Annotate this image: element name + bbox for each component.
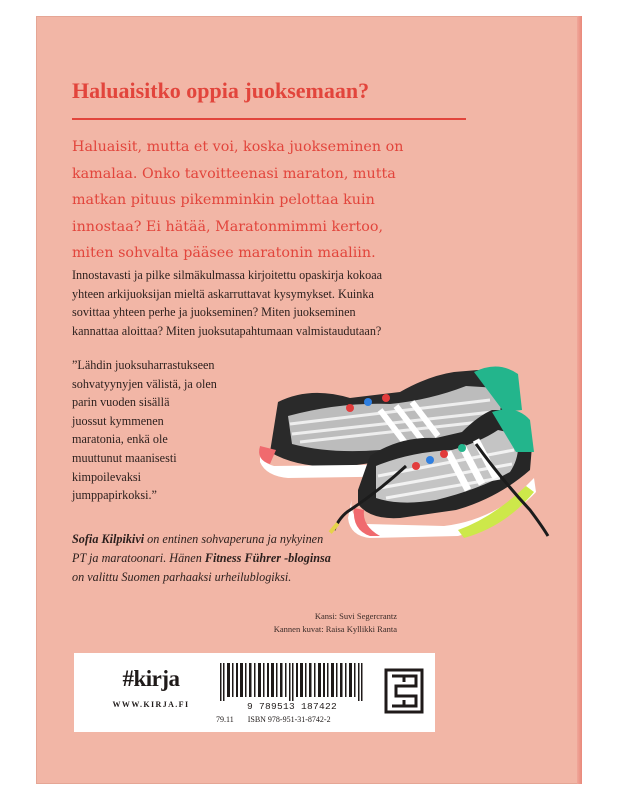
author-bio — [72, 530, 372, 587]
intro-line: innostaa? Ei hätää, Maratonmimmi kertoo, — [72, 218, 384, 235]
cover-photo-credit: Kannen kuvat: Raisa Kyllikki Ranta — [273, 624, 397, 634]
blog-name: Fitness Führer -bloginsa — [204, 551, 331, 565]
intro-paragraph — [72, 134, 472, 267]
quote-line: ”Lähdin juoksuharrastukseen — [72, 358, 215, 372]
description-line: yhteen arkijuoksijan mieltä askarruttavat kysymykset. Kuinka — [72, 286, 374, 301]
cover-design-credit: Kansi: Suvi Segercrantz — [314, 611, 397, 621]
intro-line: miten sohvalta pääsee maratonin maaliin. — [72, 245, 376, 261]
cover-heading: Haluaisitko oppia juoksemaan? — [72, 78, 370, 103]
class-code: 79.11 — [216, 715, 234, 724]
isbn-line — [216, 715, 372, 724]
description-line: Innostavasti ja pilke silmäkulmassa kirjoitettu opaskirja kokoaa — [72, 268, 383, 282]
running-shoes-photo — [230, 340, 550, 560]
barcode-digits: 9 789513 187422 — [246, 701, 337, 712]
intro-line: matkan pituus pikemminkin pelottaa kuin — [72, 192, 375, 208]
heading-divider — [72, 118, 466, 120]
bio-text: on entinen sohvaperuna ja nykyinen — [144, 532, 324, 546]
barcode-bars — [218, 663, 366, 701]
quote-line: sohvatyynyjen välistä, ja olen — [72, 376, 217, 391]
quote-line: juossut kymmenen — [72, 413, 164, 428]
quote-line: parin vuoden sisällä — [72, 395, 170, 410]
author-name: Sofia Kilpikivi — [72, 532, 145, 546]
publisher-emblem-icon — [384, 668, 424, 714]
quote-line: jumppapirkoksi.” — [72, 488, 157, 503]
quote-line: kimpoilevaksi — [72, 469, 142, 484]
bio-text: on valittu Suomen parhaaksi urheilublogiksi. — [72, 570, 292, 584]
quote-line: maratonia, enkä ole — [72, 432, 168, 447]
publisher-url: WWW.KIRJA.FI — [112, 700, 190, 709]
description-line: kannattaa aloittaa? Miten juoksutapahtumaan valmistaudutaan? — [72, 323, 382, 338]
publisher-logo-text: #kirja — [122, 666, 180, 691]
isbn-barcode — [212, 659, 372, 723]
quote-line: muuttunut maanisesti — [72, 450, 177, 465]
bio-text: PT ja maratoonari. Hänen — [72, 551, 205, 565]
isbn-number: ISBN 978-951-31-8742-2 — [247, 715, 331, 724]
description-line: sovittaa yhteen perhe ja juokseminen? Miten juokseminen — [72, 305, 356, 320]
description-paragraph — [72, 266, 472, 340]
intro-line: Haluaisit, mutta et voi, koska juokseminen on — [72, 139, 404, 155]
cover-credits — [72, 610, 397, 636]
publisher-logo — [96, 662, 206, 724]
intro-line: kamalaa. Onko tavoitteenasi maraton, mutta — [72, 165, 396, 182]
